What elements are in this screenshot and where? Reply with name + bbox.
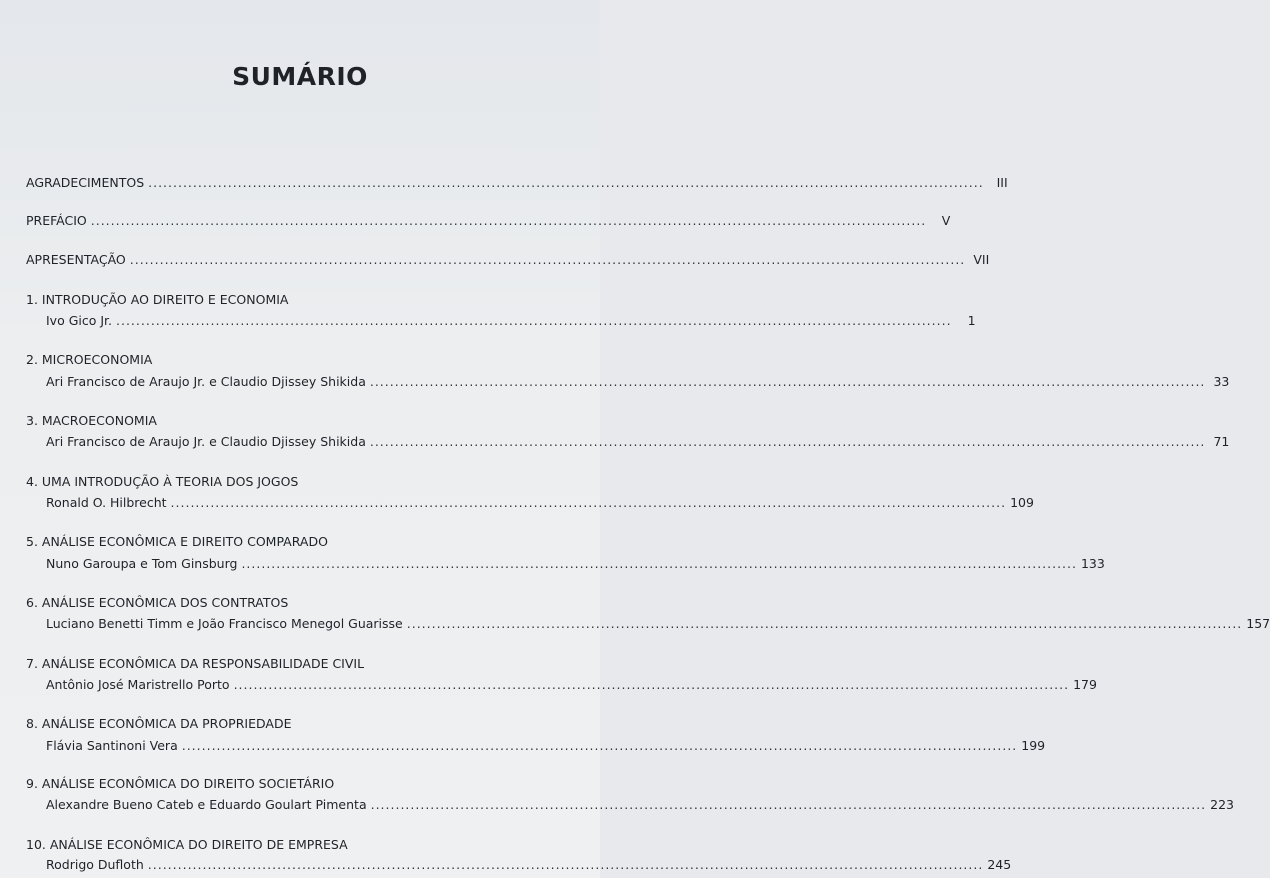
chapter-entry: [46, 616, 1270, 634]
chapter-title: 7. ANÁLISE ECONÔMICA DA RESPONSABILIDADE CIVIL: [26, 656, 365, 671]
toc-page-number: VII: [973, 252, 990, 267]
toc-entry-label: PREFÁCIO: [26, 213, 87, 228]
dot-leader: ........................................................................................................................................................................: [116, 313, 952, 328]
toc-entry-label: APRESENTAÇÃO: [26, 252, 126, 267]
chapter-authors: Luciano Benetti Timm e João Francisco Menegol Guarisse: [46, 616, 403, 631]
toc-page-number: V: [941, 213, 951, 228]
toc-page-number: 245: [987, 857, 1012, 872]
toc-entry-prefacio: [26, 213, 951, 231]
chapter-authors: Ivo Gico Jr.: [46, 313, 113, 328]
chapter-entry: [46, 434, 1230, 452]
chapter-entry: [46, 738, 1046, 756]
toc-page-number: 223: [1210, 797, 1234, 812]
dot-leader: ........................................................................................................................................................................: [147, 857, 984, 872]
toc-page-number: 199: [1021, 738, 1046, 753]
toc-page-number: 71: [1213, 434, 1230, 449]
chapter-title: 4. UMA INTRODUÇÃO À TEORIA DOS JOGOS: [26, 474, 299, 489]
chapter-entry: [46, 495, 1034, 513]
chapter-authors: Antônio José Maristrello Porto: [46, 677, 230, 692]
chapter-title: 1. INTRODUÇÃO AO DIREITO E ECONOMIA: [26, 292, 289, 307]
chapter-entry: [46, 857, 1012, 875]
chapter-title: 10. ANÁLISE ECONÔMICA DO DIREITO DE EMPRESA: [26, 837, 348, 852]
dot-leader: ........................................................................................................................................................................: [369, 374, 1206, 389]
toc-page-number: 179: [1073, 677, 1097, 692]
chapter-title: 3. MACROECONOMIA: [26, 413, 157, 428]
chapter-title: 9. ANÁLISE ECONÔMICA DO DIREITO SOCIETÁRIO: [26, 776, 335, 791]
chapter-entry: [46, 797, 1234, 815]
dot-leader: ........................................................................................................................................................................: [370, 797, 1207, 812]
chapter-entry: [46, 677, 1097, 695]
chapter-authors: Ronald O. Hilbrecht: [46, 495, 167, 510]
dot-leader: ........................................................................................................................................................................: [369, 434, 1206, 449]
dot-leader: ........................................................................................................................................................................: [90, 213, 927, 228]
chapter-authors: Rodrigo Dufloth: [46, 857, 144, 872]
chapter-entry: [46, 374, 1230, 392]
toc-page-number: 1: [967, 313, 976, 328]
chapter-authors: Ari Francisco de Araujo Jr. e Claudio Djissey Shikida: [46, 434, 366, 449]
toc-page-number: 33: [1213, 374, 1230, 389]
dot-leader: ........................................................................................................................................................................: [241, 556, 1077, 571]
chapter-entry: [46, 313, 976, 331]
chapter-title: 2. MICROECONOMIA: [26, 352, 153, 367]
chapter-authors: Alexandre Bueno Cateb e Eduardo Goulart Pimenta: [46, 797, 367, 812]
dot-leader: ........................................................................................................................................................................: [233, 677, 1070, 692]
chapter-authors: Ari Francisco de Araujo Jr. e Claudio Djissey Shikida: [46, 374, 366, 389]
chapter-title: 6. ANÁLISE ECONÔMICA DOS CONTRATOS: [26, 595, 289, 610]
toc-page-number: 109: [1010, 495, 1034, 510]
chapter-entry: [46, 556, 1105, 574]
toc-entry-label: AGRADECIMENTOS: [26, 175, 145, 190]
chapter-title: 5. ANÁLISE ECONÔMICA E DIREITO COMPARADO: [26, 534, 328, 549]
chapter-authors: Nuno Garoupa e Tom Ginsburg: [46, 556, 238, 571]
dot-leader: ........................................................................................................................................................................: [148, 175, 984, 190]
page-title: SUMÁRIO: [232, 62, 368, 91]
chapter-title: 8. ANÁLISE ECONÔMICA DA PROPRIEDADE: [26, 716, 292, 731]
toc-entry-apresentacao: [26, 252, 990, 270]
dot-leader: ........................................................................................................................................................................: [181, 738, 1018, 753]
dot-leader: ........................................................................................................................................................................: [406, 616, 1243, 631]
toc-page-number: 157: [1246, 616, 1270, 631]
toc-entry-agradecimentos: [26, 175, 1008, 193]
dot-leader: ........................................................................................................................................................................: [129, 252, 966, 267]
toc-page-number: III: [996, 175, 1008, 190]
chapter-authors: Flávia Santinoni Vera: [46, 738, 178, 753]
dot-leader: ........................................................................................................................................................................: [170, 495, 1007, 510]
toc-page-number: 133: [1080, 556, 1105, 571]
